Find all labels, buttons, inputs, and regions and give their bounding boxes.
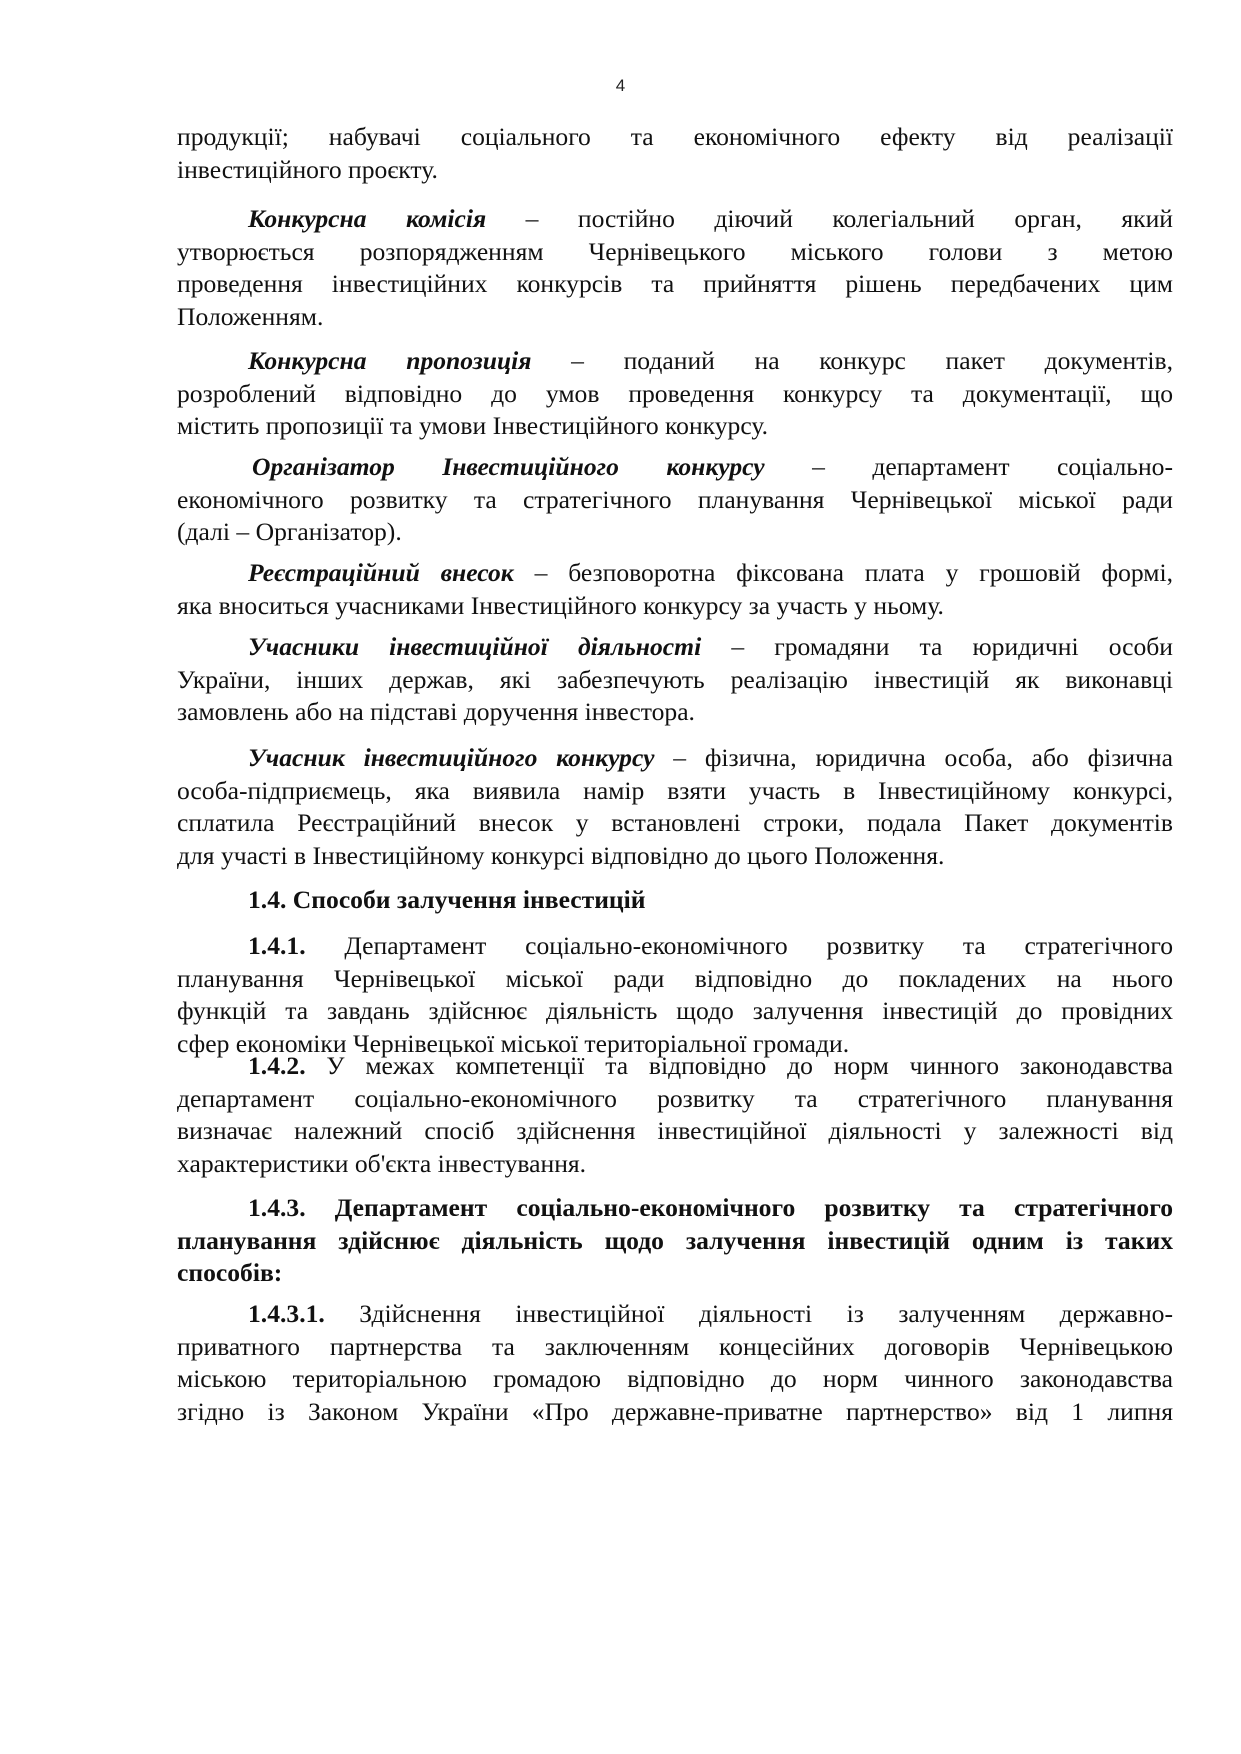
text-line: функцій та завдань здійснює діяльність щодо залучення інвестицій до провідних [177,996,1173,1025]
text-line: 1.4.3. Департамент соціально-економічного розвитку та стратегічного [248,1193,1173,1222]
definition-first-line: Конкурсна комісія – постійно діючий колегіальний орган, який [248,204,1173,233]
definition-konkursna-propozytsiia [177,345,1173,443]
definition-uchasnyk-investytsiinoho-konkursu [177,742,1173,872]
definition-term: Конкурсна комісія [248,204,487,233]
text-line: (далі – Організатор). [177,517,402,546]
item-first-line: 1.4.3.1. Здійснення інвестиційної діяльності із залученням державно- [248,1299,1173,1328]
definition-first-line: Учасники інвестиційної діяльності – громадяни та юридичні особи [248,632,1173,661]
text-line: містить пропозиції та умови Інвестиційного конкурсу. [177,411,768,440]
text-line: міською територіальною громадою відповідно до норм чинного законодавства [177,1364,1173,1393]
definition-orhanizator [177,451,1173,549]
definition-first-line: Організатор Інвестиційного конкурсу – департамент соціально- [252,452,1173,481]
item-first-line: 1.4.2. У межах компетенції та відповідно до норм чинного законодавства [248,1051,1173,1080]
text-line: розроблений відповідно до умов проведення конкурсу та документації, що [177,378,1173,408]
definition-term: Учасник інвестиційного конкурсу [248,743,655,772]
item-1-4-3 [177,1192,1173,1290]
definition-first-line: Учасник інвестиційного конкурсу – фізична, юридична особа, або фізична [248,743,1173,772]
text-line: утворюється розпорядженням Чернівецького міського голови з метою [177,236,1173,266]
definition-reiestratsiinyi-vnesok [177,557,1173,622]
text-line: замовлень або на підставі доручення інвестора. [177,697,695,726]
item-1-4-1 [177,930,1173,1060]
definition-first-line: Конкурсна пропозиція – поданий на конкурс пакет документів, [248,346,1173,375]
text-line: Положенням. [177,301,324,331]
definition-term: Організатор Інвестиційного конкурсу [252,452,765,481]
item-1-4-2 [177,1050,1173,1180]
text-line: способів: [177,1258,283,1287]
item-1-4-3-1 [177,1298,1173,1428]
item-number: 1.4.1. [248,931,306,960]
definition-konkursna-komisiia [177,203,1173,333]
text-line: яка вноситься учасниками Інвестиційного конкурсу за участь у ньому. [177,590,944,620]
section-heading: 1.4. Способи залучення інвестицій [248,885,646,914]
item-first-line: 1.4.1. Департамент соціально-економічного розвитку та стратегічного [248,931,1173,960]
text-line: інвестиційного проєкту. [177,154,438,184]
text-line: для участі в Інвестиційному конкурсі відповідно до цього Положення. [177,840,945,870]
text-line: планування здійснює діяльність щодо залучення інвестицій одним із таких [177,1225,1173,1255]
text-line: визначає належний спосіб здійснення інвестиційної діяльності у залежності від [177,1116,1173,1145]
text-line: характеристики об'єкта інвестування. [177,1148,587,1178]
text-line: сфер економіки Чернівецької міської територіальної громади. [177,1028,850,1058]
text-line: згідно із Законом України «Про державне-приватне партнерство» від 1 липня [177,1396,1173,1426]
definition-term: Учасники інвестиційної діяльності [248,632,702,661]
item-number: 1.4.2. [248,1051,306,1080]
page-number: 4 [615,76,626,95]
text-line: продукції; набувачі соціального та економічного ефекту від реалізації [177,122,1173,151]
text-line: економічного розвитку та стратегічного планування Чернівецької міської ради [177,484,1173,514]
item-number: 1.4.3.1. [248,1299,325,1328]
text-line: приватного партнерства та заключенням концесійних договорів Чернівецькою [177,1331,1173,1361]
definition-first-line: Реєстраційний внесок – безповоротна фіксована плата у грошовій формі, [248,558,1173,587]
section-1-4-heading [177,884,1173,917]
intro-paragraph [177,121,1173,186]
definition-uchasnyky-investytsiinoi-diialnosti [177,631,1173,729]
text-line: планування Чернівецької міської ради відповідно до покладених на нього [177,963,1173,993]
definition-term: Реєстраційний внесок [248,558,514,587]
text-line: України, інших держав, які забезпечують реалізацію інвестицій як виконавці [177,664,1173,694]
definition-term: Конкурсна пропозиція [248,346,532,375]
text-line: проведення інвестиційних конкурсів та прийняття рішень передбачених цим [177,269,1173,298]
text-line: сплатила Реєстраційний внесок у встановлені строки, подала Пакет документів [177,808,1173,837]
text-line: департамент соціально-економічного розвитку та стратегічного планування [177,1083,1173,1113]
text-line: особа-підприємець, яка виявила намір взяти участь в Інвестиційному конкурсі, [177,775,1173,805]
